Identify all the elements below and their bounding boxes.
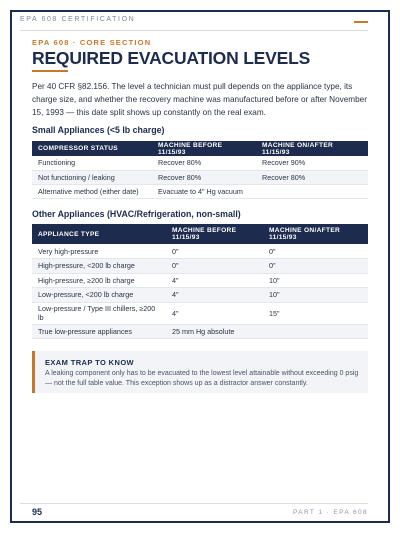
table-cell: 4"	[166, 288, 263, 303]
table-cell: Recover 90%	[256, 156, 368, 170]
table-cell: Not functioning / leaking	[32, 170, 152, 184]
section-kicker: EPA 608 · CORE SECTION	[32, 38, 152, 47]
table-cell: 0"	[166, 244, 263, 259]
running-header-label: EPA 608 CERTIFICATION	[20, 16, 136, 23]
table-cell: Very high-pressure	[32, 244, 166, 259]
table-cell: 25 mm Hg absolute	[166, 324, 263, 339]
table-cell: 15"	[263, 302, 368, 324]
running-footer-label: PART 1 · EPA 608	[292, 509, 368, 516]
running-header	[20, 16, 368, 30]
table-cell: True low-pressure appliances	[32, 324, 166, 339]
table-cell: 10"	[263, 273, 368, 288]
table-cell: 4"	[166, 302, 263, 324]
table-cell: Functioning	[32, 156, 152, 170]
table-cell: 0"	[263, 259, 368, 274]
table-row	[32, 302, 368, 324]
table-row	[32, 259, 368, 274]
column-header: MACHINE BEFORE 11/15/93	[166, 224, 263, 244]
callout-body: A leaking component only has to be evacuated to the lowest level attainable without exceeding 0 psig — not the full table value. This exception shows up as a distractor answer constantly.	[45, 370, 359, 387]
table-cell: Evacuate to 4" Hg vacuum	[152, 184, 256, 198]
table-cell: Recover 80%	[256, 170, 368, 184]
footer-divider	[20, 503, 368, 504]
table-row	[32, 156, 368, 170]
table-row	[32, 288, 368, 303]
table-cell: Recover 80%	[152, 156, 256, 170]
other-appliances-table	[32, 224, 368, 339]
column-header: MACHINE BEFORE 11/15/93	[152, 141, 256, 156]
table-cell	[263, 324, 368, 339]
other-appliances-heading: Other Appliances (HVAC/Refrigeration, non-small)	[32, 209, 241, 219]
exam-trap-callout	[32, 351, 368, 393]
table-cell: Low-pressure, <200 lb charge	[32, 288, 166, 303]
header-divider	[20, 30, 368, 31]
table-header-row	[32, 224, 368, 244]
table-cell	[256, 184, 368, 198]
table-row	[32, 324, 368, 339]
callout-title: EXAM TRAP TO KNOW	[45, 358, 135, 367]
table-cell: 4"	[166, 273, 263, 288]
column-header: COMPRESSOR STATUS	[32, 141, 152, 156]
intro-paragraph: Per 40 CFR §82.156. The level a technician must pull depends on the appliance type, its charge size, and whether the recovery machine was manufactured before or after November 15, 1993 — this date split shows up constantly on the real exam.	[32, 82, 367, 117]
small-appliances-heading: Small Appliances (<5 lb charge)	[32, 125, 165, 135]
column-header: MACHINE ON/AFTER 11/15/93	[263, 224, 368, 244]
table-cell: High-pressure, <200 lb charge	[32, 259, 166, 274]
title-underline	[32, 70, 68, 72]
table-row	[32, 170, 368, 184]
column-header: MACHINE ON/AFTER 11/15/93	[256, 141, 368, 156]
header-accent-bar	[354, 21, 368, 23]
table-cell: Low-pressure / Type III chillers, ≥200 lb	[32, 302, 166, 324]
page-title: REQUIRED EVACUATION LEVELS	[32, 48, 311, 68]
table-row	[32, 273, 368, 288]
table-cell: High-pressure, ≥200 lb charge	[32, 273, 166, 288]
table-row	[32, 244, 368, 259]
column-header: APPLIANCE TYPE	[32, 224, 166, 244]
table-cell: 0"	[166, 259, 263, 274]
table-header-row	[32, 141, 368, 156]
table-row	[32, 184, 368, 198]
small-appliances-table	[32, 141, 368, 199]
table-cell: Recover 80%	[152, 170, 256, 184]
page-number: 95	[32, 507, 43, 517]
table-cell: Alternative method (either date)	[32, 184, 152, 198]
table-cell: 0"	[263, 244, 368, 259]
table-cell: 10"	[263, 288, 368, 303]
